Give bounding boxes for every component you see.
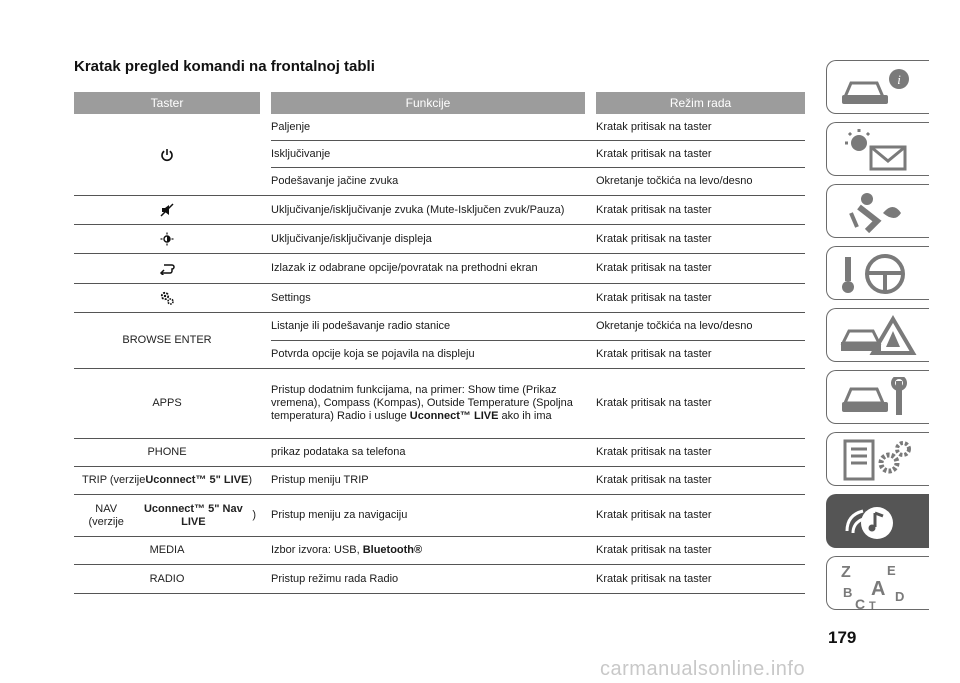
function-text: Potvrda opcije koja se pojavila na displeju xyxy=(271,348,475,360)
function-row xyxy=(271,141,805,168)
function-row xyxy=(271,341,805,368)
svg-text:D: D xyxy=(895,589,905,604)
key-cell xyxy=(74,196,260,224)
function-text: Pristup dodatnim funkcijama, na primer: Show time (Prikaz vremena), Compass (Kompas), Outside Temperature (Spoljna temperatura) Radio i usluge Uconnect™ LIVE ako ih ima xyxy=(271,384,573,422)
function-row xyxy=(271,565,805,593)
key-label: APPS xyxy=(152,397,182,409)
watermark: carmanualsonline.info xyxy=(600,658,806,680)
chapter-tab[interactable] xyxy=(826,432,929,486)
svg-text:i: i xyxy=(897,72,901,87)
function-text: Uključivanje/isključivanje displeja xyxy=(271,232,432,245)
header-rezim-rada: Režim rada xyxy=(596,92,805,114)
key-label: NAV (verzije Uconnect™ 5" Nav LIVE ) xyxy=(88,502,256,528)
function-row xyxy=(271,284,805,312)
table-row xyxy=(74,254,805,284)
key-cell xyxy=(74,114,260,195)
key-label: RADIO xyxy=(149,572,185,585)
table-row xyxy=(74,537,805,565)
svg-text:T: T xyxy=(869,600,876,609)
key-cell xyxy=(74,284,260,312)
function-text: Izbor izvora: USB, Bluetooth® xyxy=(271,544,423,556)
page-number: 179 xyxy=(828,628,857,647)
function-text: Paljenje xyxy=(271,120,311,133)
settings-gear-icon xyxy=(159,290,175,306)
key-label: TRIP (verzije Uconnect™ 5" LIVE ) xyxy=(81,474,253,486)
function-row xyxy=(271,537,805,564)
function-text: Listanje ili podešavanje radio stanice xyxy=(271,320,451,332)
svg-text:B: B xyxy=(843,585,853,600)
table-row xyxy=(74,196,805,225)
chapter-tab[interactable] xyxy=(826,60,929,114)
chapter-tab[interactable] xyxy=(826,184,929,238)
mode-text: Okretanje točkića na levo/desno xyxy=(596,175,753,187)
mode-text: Kratak pritisak na taster xyxy=(596,147,712,160)
table-row xyxy=(74,467,805,495)
table-header xyxy=(74,92,805,114)
mode-text: Kratak pritisak na taster xyxy=(596,474,712,486)
table-row xyxy=(74,495,805,537)
function-row xyxy=(271,495,805,536)
function-row xyxy=(271,369,805,438)
function-text: Settings xyxy=(271,291,311,304)
function-row xyxy=(271,439,805,466)
function-text: Uključivanje/isključivanje zvuka (Mute-Isključen zvuk/Pauza) xyxy=(271,203,565,216)
function-text: Izlazak iz odabrane opcije/povratak na prethodni ekran xyxy=(271,262,538,274)
function-row xyxy=(271,196,805,224)
mode-text: Kratak pritisak na taster xyxy=(596,397,712,409)
chapter-tab[interactable] xyxy=(826,246,929,300)
function-row xyxy=(271,313,805,341)
mode-text: Kratak pritisak na taster xyxy=(596,544,712,556)
back-arrow-icon xyxy=(159,263,175,275)
key-cell xyxy=(74,254,260,283)
chapter-tab[interactable] xyxy=(826,308,929,362)
mode-text: Kratak pritisak na taster xyxy=(596,203,712,216)
function-row xyxy=(271,114,805,141)
table-body xyxy=(74,114,805,594)
table-row xyxy=(74,439,805,467)
key-label: PHONE xyxy=(147,446,187,458)
table-row xyxy=(74,225,805,254)
mode-text: Kratak pritisak na taster xyxy=(596,348,712,360)
mode-text: Kratak pritisak na taster xyxy=(596,572,712,585)
display-brightness-icon xyxy=(160,232,174,246)
controls-table xyxy=(74,92,805,594)
mode-text: Kratak pritisak na taster xyxy=(596,120,712,133)
function-text: Pristup režimu rada Radio xyxy=(271,572,399,585)
function-row xyxy=(271,254,805,283)
svg-text:E: E xyxy=(887,563,896,578)
header-funkcije: Funkcije xyxy=(271,92,585,114)
chapter-tab[interactable] xyxy=(826,494,929,548)
function-text: Isključivanje xyxy=(271,147,331,160)
function-row xyxy=(271,225,805,253)
key-label: BROWSE ENTER xyxy=(122,334,212,346)
header-taster: Taster xyxy=(74,92,260,114)
key-cell xyxy=(74,225,260,253)
function-text: Podešavanje jačine zvuka xyxy=(271,175,399,187)
page-title: Kratak pregled komandi na frontalnoj tabli xyxy=(74,58,375,75)
mute-icon xyxy=(160,203,174,217)
mode-text: Kratak pritisak na taster xyxy=(596,509,712,521)
table-row xyxy=(74,313,805,369)
table-row xyxy=(74,114,805,196)
mode-text: Kratak pritisak na taster xyxy=(596,262,712,274)
svg-text:A: A xyxy=(871,578,886,600)
mode-text: Kratak pritisak na taster xyxy=(596,232,712,245)
chapter-tab[interactable] xyxy=(826,556,929,610)
chapter-tab[interactable] xyxy=(826,370,929,424)
mode-text: Kratak pritisak na taster xyxy=(596,446,712,458)
table-row xyxy=(74,565,805,594)
table-row xyxy=(74,369,805,439)
function-text: prikaz podataka sa telefona xyxy=(271,446,406,458)
key-label: MEDIA xyxy=(149,544,185,556)
chapter-tab[interactable] xyxy=(826,122,929,176)
function-text: Pristup meniju za navigaciju xyxy=(271,509,408,521)
function-row xyxy=(271,168,805,195)
svg-text:C: C xyxy=(855,596,866,609)
table-row xyxy=(74,284,805,313)
function-row xyxy=(271,467,805,494)
svg-text:Z: Z xyxy=(841,564,851,581)
power-icon xyxy=(160,148,174,162)
mode-text: Okretanje točkića na levo/desno xyxy=(596,320,753,332)
chapter-tabs xyxy=(826,0,960,683)
mode-text: Kratak pritisak na taster xyxy=(596,291,712,304)
function-text: Pristup meniju TRIP xyxy=(271,474,369,486)
